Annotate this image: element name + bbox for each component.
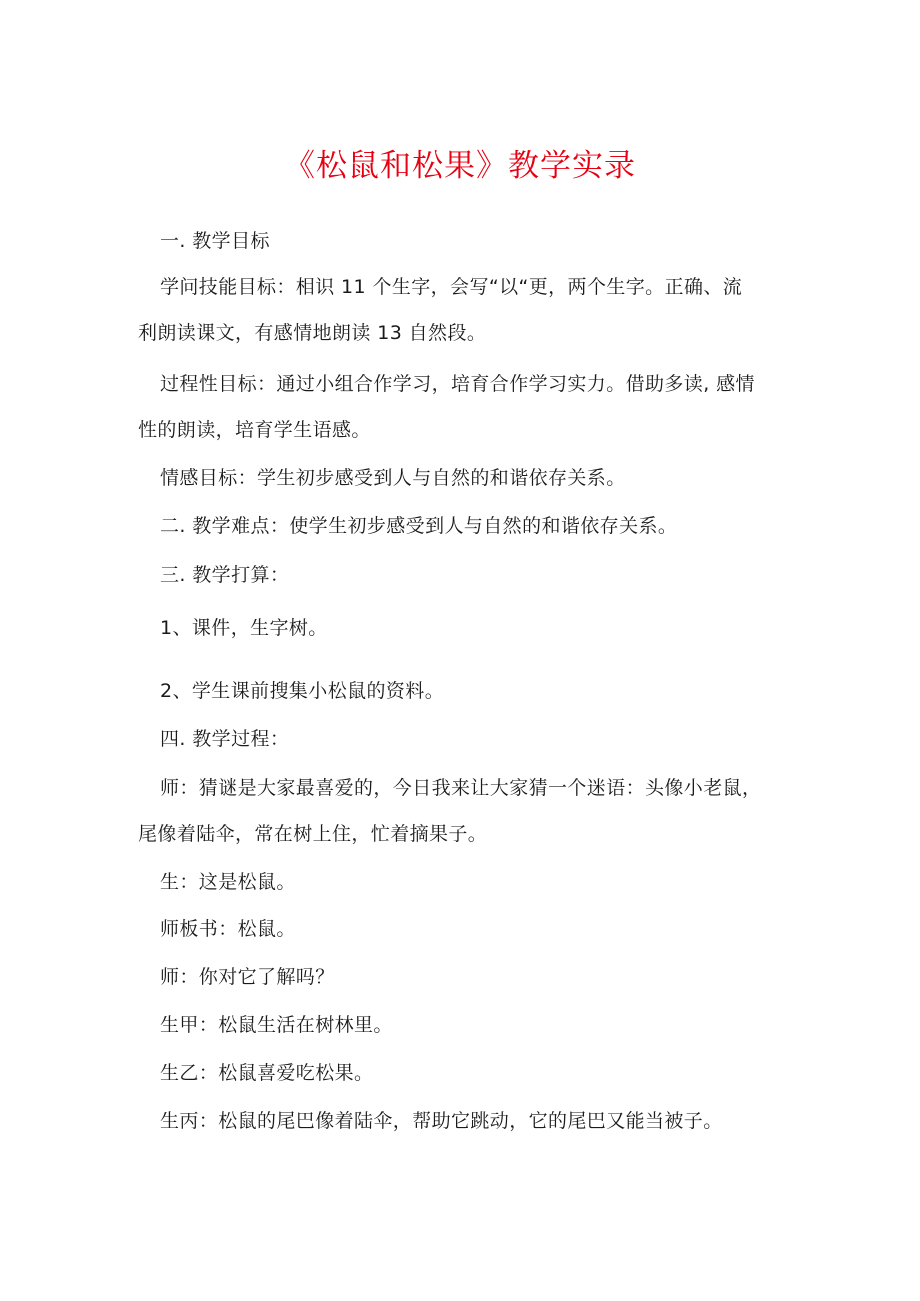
paragraph-line: 性的朗读，培育学生语感。 bbox=[138, 419, 371, 441]
dialogue-line: 生乙：松鼠喜爱吃松果。 bbox=[160, 1062, 374, 1084]
paragraph-line: 学问技能目标：相识 11 个生字，会写“以“更，两个生字。正确、流 bbox=[160, 276, 743, 298]
list-item: 2、学生课前搜集小松鼠的资料。 bbox=[160, 680, 445, 702]
document-title: 《松鼠和松果》教学实录 bbox=[284, 148, 636, 184]
section-heading-difficulty: 二. 教学难点：使学生初步感受到人与自然的和谐依存关系。 bbox=[160, 515, 678, 537]
paragraph-line: 过程性目标：通过小组合作学习，培育合作学习实力。借助多读, 感情 bbox=[160, 373, 755, 395]
paragraph-line: 情感目标：学生初步感受到人与自然的和谐依存关系。 bbox=[160, 467, 626, 489]
section-heading-process: 四. 教学过程： bbox=[160, 728, 290, 750]
list-item: 1、课件，生字树。 bbox=[160, 617, 328, 639]
dialogue-line: 生甲：松鼠生活在树林里。 bbox=[160, 1014, 393, 1036]
dialogue-line: 师：你对它了解吗？ bbox=[160, 966, 335, 988]
dialogue-line: 生丙：松鼠的尾巴像着陆伞，帮助它跳动，它的尾巴又能当被子。 bbox=[160, 1110, 723, 1132]
paragraph-line: 利朗读课文，有感情地朗读 13 自然段。 bbox=[138, 322, 487, 344]
section-heading-objectives: 一. 教学目标 bbox=[160, 230, 270, 252]
dialogue-line: 生：这是松鼠。 bbox=[160, 871, 296, 893]
dialogue-line: 尾像着陆伞，常在树上住，忙着摘果子。 bbox=[138, 823, 488, 845]
dialogue-line: 师板书：松鼠。 bbox=[160, 918, 296, 940]
section-heading-preparation: 三. 教学打算： bbox=[160, 564, 290, 586]
dialogue-line: 师：猜谜是大家最喜爱的，今日我来让大家猜一个迷语：头像小老鼠， bbox=[160, 777, 762, 799]
